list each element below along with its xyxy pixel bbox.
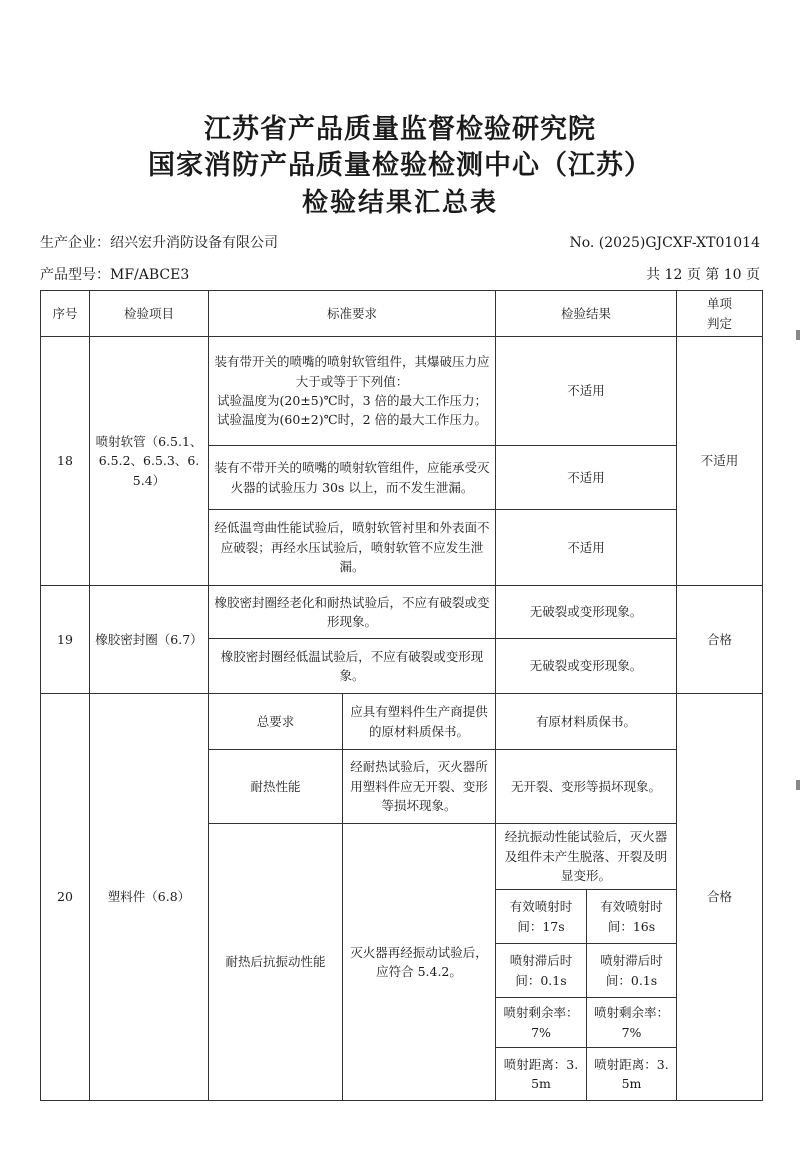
table-row bbox=[41, 586, 763, 639]
requirement-line: 装有带开关的喷嘴的喷射软管组件，其爆破压力应大于或等于下列值： bbox=[214, 354, 490, 389]
table-row bbox=[41, 694, 763, 750]
page-info: 共 12 页 第 10 页 bbox=[646, 267, 760, 283]
row-verdict: 合格 bbox=[677, 586, 763, 694]
result-cell: 喷射距离：3.5m bbox=[587, 1048, 677, 1101]
row-item: 塑料件（6.8） bbox=[90, 694, 209, 1101]
header-requirement: 标准要求 bbox=[209, 291, 496, 337]
row-requirement bbox=[209, 337, 496, 446]
table-header-row bbox=[41, 291, 763, 337]
result-cell: 喷射滞后时间：0.1s bbox=[496, 944, 587, 998]
header-item: 检验项目 bbox=[90, 291, 209, 337]
row-requirement: 经低温弯曲性能试验后，喷射软管衬里和外表面不应破裂；再经水压试验后，喷射软管不应发生泄漏。 bbox=[209, 510, 496, 586]
row-result: 无破裂或变形现象。 bbox=[496, 586, 677, 639]
result-cell: 有效喷射时间：16s bbox=[587, 890, 677, 944]
sub-item-name: 耐热后抗振动性能 bbox=[209, 824, 343, 1101]
result-cell: 喷射距离：3.5m bbox=[496, 1048, 587, 1101]
header-no: 序号 bbox=[41, 291, 90, 337]
row-verdict: 合格 bbox=[677, 694, 763, 1101]
center-title: 国家消防产品质量检验检测中心（江苏） bbox=[148, 150, 652, 181]
row-verdict: 不适用 bbox=[677, 337, 763, 586]
row-requirement: 装有不带开关的喷嘴的喷射软管组件，应能承受灭火器的试验压力 30s 以上，而不发生泄漏。 bbox=[209, 446, 496, 510]
sub-item-requirement: 应具有塑料件生产商提供的原材料质保书。 bbox=[343, 694, 496, 750]
requirement-line: 试验温度为(20±5)℃时，3 倍的最大工作压力； bbox=[217, 393, 487, 408]
row-number: 20 bbox=[41, 694, 90, 1101]
row-result: 无破裂或变形现象。 bbox=[496, 639, 677, 694]
row-requirement: 橡胶密封圈经老化和耐热试验后，不应有破裂或变形现象。 bbox=[209, 586, 496, 639]
sub-item-result: 有原材料质保书。 bbox=[496, 694, 677, 750]
producer-label: 生产企业：绍兴宏升消防设备有限公司 bbox=[40, 235, 278, 251]
header-result: 检验结果 bbox=[496, 291, 677, 337]
row-item: 喷射软管（6.5.1、6.5.2、6.5.3、6.5.4） bbox=[90, 337, 209, 586]
report-number: No. (2025)GJCXF-XT01014 bbox=[569, 235, 760, 251]
result-cell: 有效喷射时间：17s bbox=[496, 890, 587, 944]
institute-title: 江苏省产品质量监督检验研究院 bbox=[204, 114, 596, 145]
sub-item-name: 耐热性能 bbox=[209, 750, 343, 824]
requirement-line: 试验温度为(60±2)℃时，2 倍的最大工作压力。 bbox=[217, 412, 487, 428]
table-title: 检验结果汇总表 bbox=[301, 188, 498, 218]
row-number: 18 bbox=[41, 337, 90, 586]
sub-item-requirement: 经耐热试验后，灭火器所用塑料件应无开裂、变形等损坏现象。 bbox=[343, 750, 496, 824]
sub-item-requirement: 灭火器再经振动试验后，应符合 5.4.2。 bbox=[343, 824, 496, 1101]
row-requirement: 橡胶密封圈经低温试验后，不应有破裂或变形现象。 bbox=[209, 639, 496, 694]
header-verdict: 单项 判定 bbox=[677, 291, 763, 337]
row-result: 不适用 bbox=[496, 337, 677, 446]
model-label: 产品型号：MF/ABCE3 bbox=[40, 267, 190, 283]
sub-item-name: 总要求 bbox=[209, 694, 343, 750]
row-item: 橡胶密封圈（6.7） bbox=[90, 586, 209, 694]
table-row bbox=[41, 337, 763, 446]
result-cell: 喷射剩余率：7% bbox=[587, 998, 677, 1048]
result-summary-table bbox=[40, 290, 763, 1101]
sub-item-result: 无开裂、变形等损坏现象。 bbox=[496, 750, 677, 824]
scan-edge-mark bbox=[796, 330, 800, 340]
row-result: 不适用 bbox=[496, 510, 677, 586]
row-result: 不适用 bbox=[496, 446, 677, 510]
row-number: 19 bbox=[41, 586, 90, 694]
result-cell: 喷射滞后时间：0.1s bbox=[587, 944, 677, 998]
sub-item-result: 经抗振动性能试验后，灭火器及组件未产生脱落、开裂及明显变形。 bbox=[496, 824, 677, 890]
scan-edge-mark bbox=[796, 780, 800, 790]
result-cell: 喷射剩余率：7% bbox=[496, 998, 587, 1048]
